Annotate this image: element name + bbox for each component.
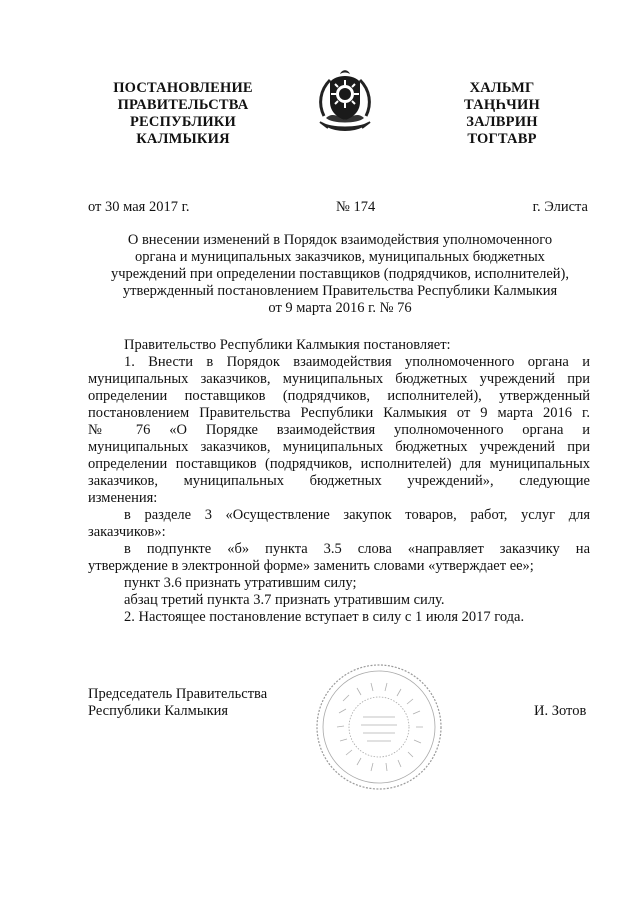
coat-of-arms-icon — [316, 68, 374, 138]
body-line: абзац третий пункта 3.7 признать утратившим силу. — [124, 592, 445, 608]
header-russian-line: РЕСПУБЛИКИ — [129, 114, 237, 130]
body-line: заказчиков, муниципальных бюджетных учреждений», следующие — [88, 473, 590, 489]
body-line: 2. Настоящее постановление вступает в силу с 1 июля 2017 года. — [124, 609, 525, 625]
body-line: определении поставщиков (подрядчиков, исполнителей), утвержденный — [88, 388, 590, 404]
header-russian — [88, 80, 278, 148]
decree-meta — [88, 199, 588, 217]
body-line: в подпункте «б» пункта 3.5 слова «направляет заказчику на — [124, 541, 590, 557]
signatory-name: И. Зотов — [534, 703, 587, 719]
title-line: утвержденный постановлением Правительства Республики Калмыкия — [122, 283, 558, 299]
body-line: № 76 «О Порядке взаимодействия уполномоченного органа и — [88, 422, 590, 438]
body-line: муниципальных заказчиков, муниципальных бюджетных учреждений при — [88, 439, 590, 455]
body-line: пункт 3.6 признать утратившим силу; — [124, 575, 357, 591]
body-line: муниципальных заказчиков, муниципальных бюджетных учреждений при — [88, 371, 590, 387]
header-kalmyk-line: ХАЛЬМГ — [469, 80, 535, 96]
header-russian-line: КАЛМЫКИЯ — [136, 131, 230, 147]
header-kalmyk-line: ТАҢҺЧИН — [464, 97, 540, 113]
official-stamp-icon — [313, 661, 445, 793]
title-line: О внесении изменений в Порядок взаимодействия уполномоченного — [127, 232, 553, 248]
body-line: в разделе 3 «Осуществление закупок товаров, работ, услуг для — [124, 507, 590, 523]
header-kalmyk — [432, 80, 572, 148]
header-russian-line: ПРАВИТЕЛЬСТВА — [117, 97, 249, 113]
signatory-position-line: Республики Калмыкия — [88, 703, 229, 719]
body-line: заказчиков»: — [88, 524, 166, 540]
body-line: Правительство Республики Калмыкия постановляет: — [124, 337, 451, 353]
decree-city: г. Элиста — [532, 199, 588, 215]
header-kalmyk-line: ЗАЛВРИН — [466, 114, 538, 130]
signatory-position-line: Председатель Правительства — [88, 686, 268, 702]
header-kalmyk-line: ТОГТАВР — [467, 131, 537, 147]
title-line: от 9 марта 2016 г. № 76 — [268, 300, 412, 316]
header-russian-line: ПОСТАНОВЛЕНИЕ — [113, 80, 253, 96]
decree-date: от 30 мая 2017 г. — [88, 199, 190, 215]
decree-title — [95, 232, 585, 317]
body-line: определении поставщиков (подрядчиков, исполнителей) для муниципальных — [88, 456, 590, 472]
body-line: постановлением Правительства Республики Калмыкия от 9 марта 2016 г. — [88, 405, 590, 421]
signatory-position — [88, 686, 267, 720]
title-line: органа и муниципальных заказчиков, муниципальных бюджетных — [135, 249, 545, 265]
body-line: 1. Внести в Порядок взаимодействия уполномоченного органа и — [124, 354, 590, 370]
body-line: утверждение в электронной форме» заменить словами «утверждает ее»; — [88, 558, 534, 574]
title-line: учреждений при определении поставщиков (подрядчиков, исполнителей), — [110, 266, 570, 282]
decree-number: № 174 — [336, 199, 376, 215]
body-line: изменения: — [88, 490, 158, 506]
